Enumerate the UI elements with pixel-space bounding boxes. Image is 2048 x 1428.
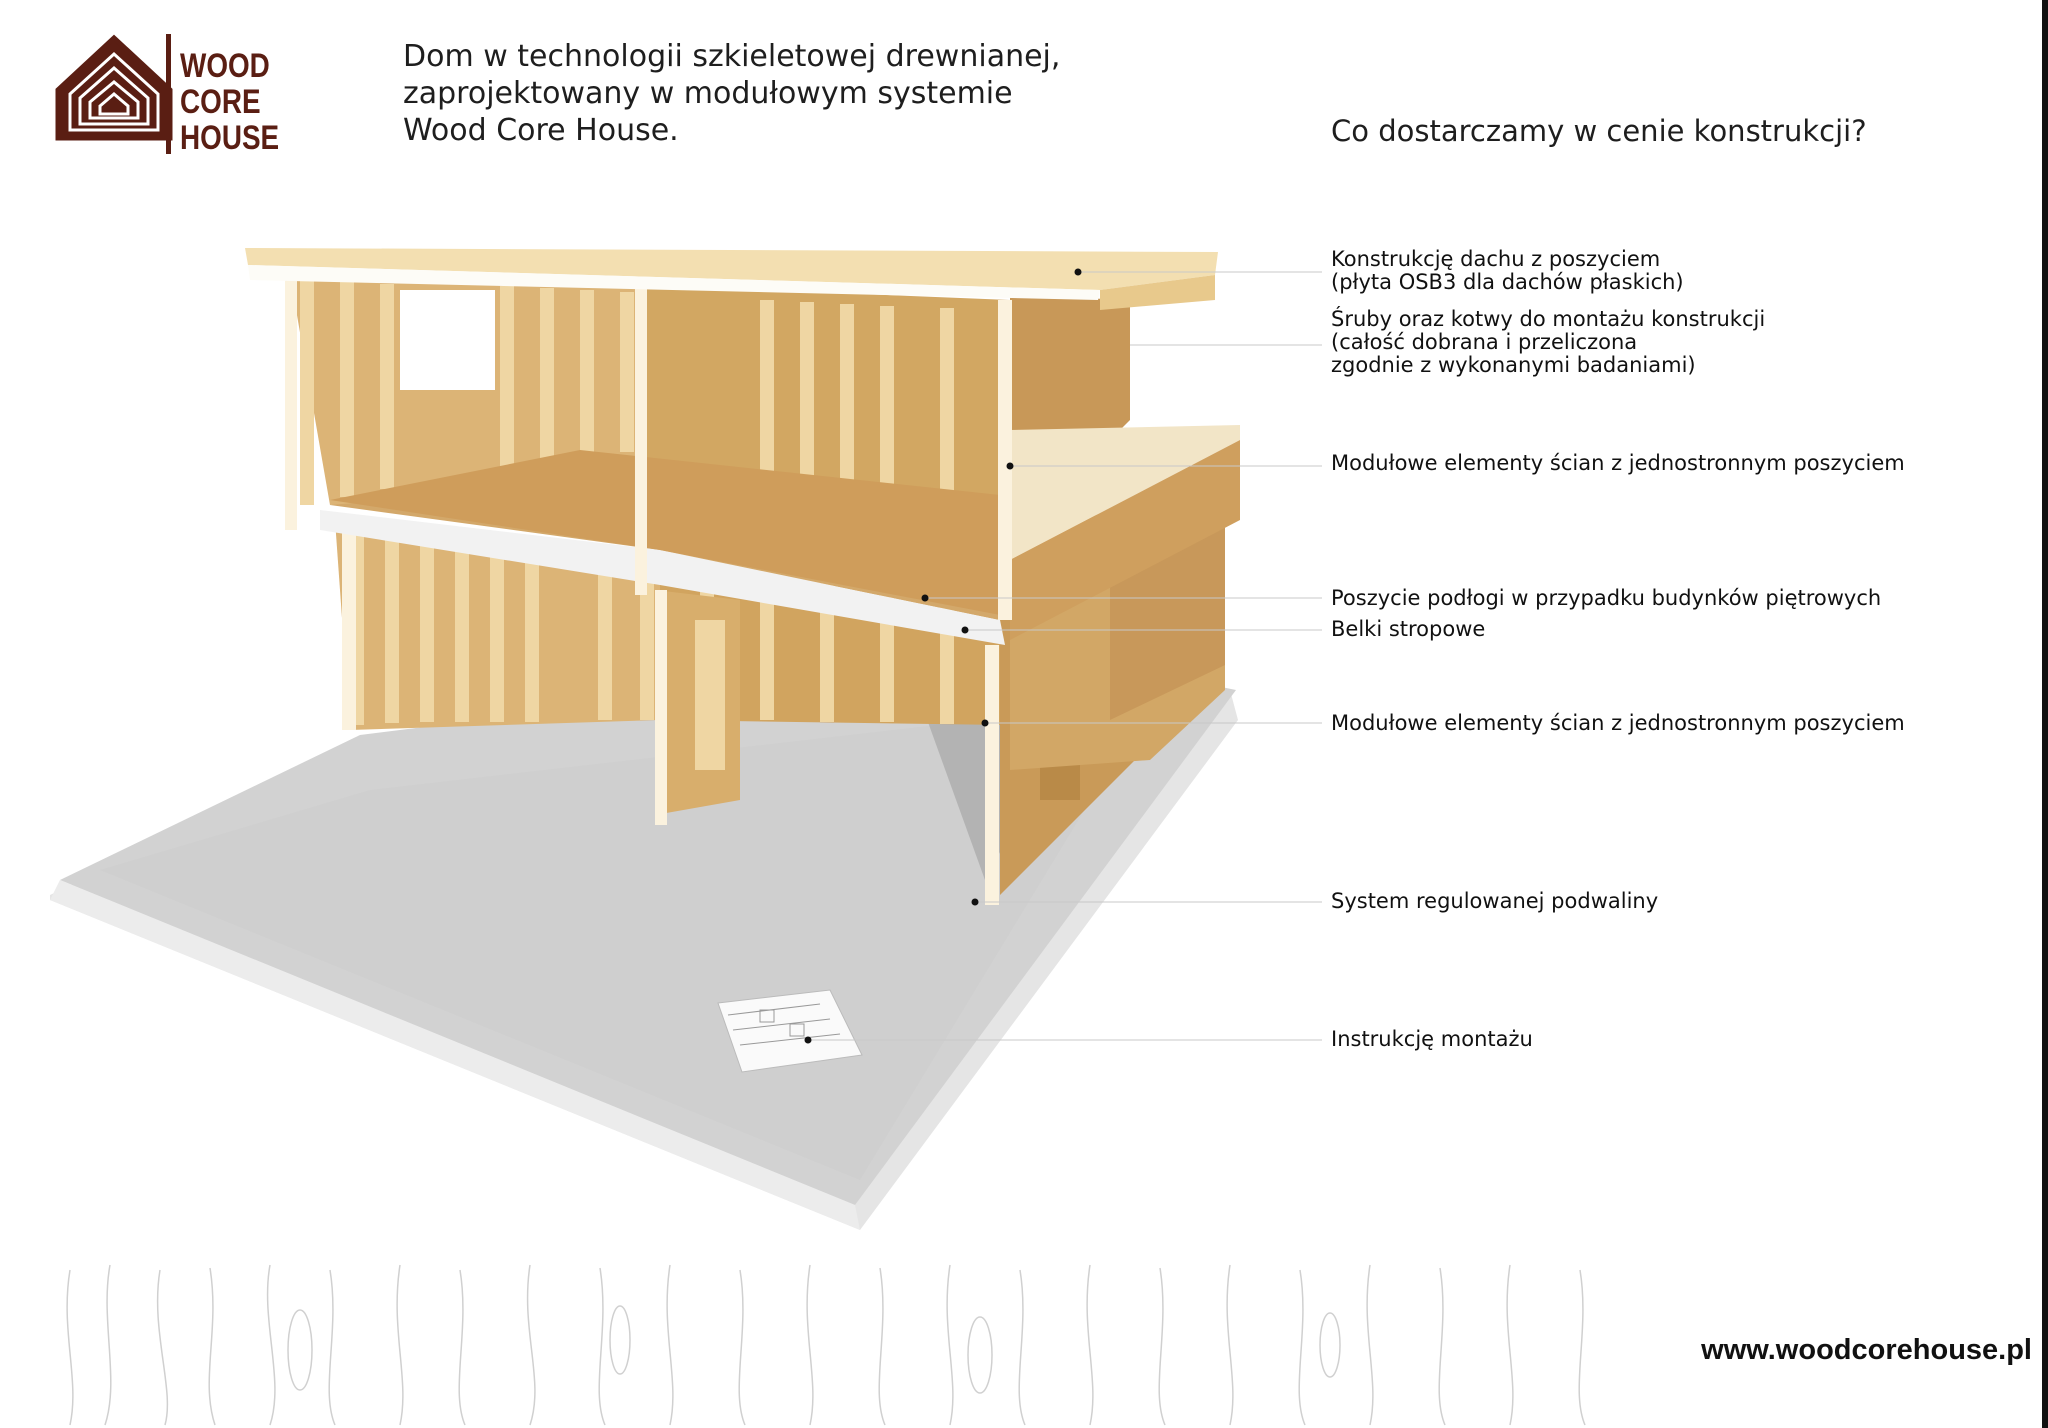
corner-post — [635, 285, 647, 595]
intro-line-2: zaprojektowany w modułowym systemie — [403, 76, 1013, 111]
website-url[interactable]: www.woodcorehouse.pl — [1701, 1334, 2032, 1366]
callout-line: Instrukcję montażu — [1331, 1027, 1533, 1051]
callout-floor-beams — [1331, 618, 1485, 641]
callout-line: Poszycie podłogi w przypadku budynków piętrowych — [1331, 586, 1882, 610]
logo-line-house: HOUSE — [180, 119, 280, 157]
callout-line: Modułowe elementy ścian z jednostronnym poszyciem — [1331, 451, 1905, 475]
callout-line: Belki stropowe — [1331, 617, 1486, 641]
callout-line: Śruby oraz kotwy do montażu konstrukcji — [1331, 307, 1766, 331]
logo-line-wood: WOOD — [180, 47, 270, 85]
intro-line-3: Wood Core House. — [403, 113, 679, 148]
corner-post — [655, 590, 667, 825]
wood-grain-decoration — [67, 1265, 1585, 1425]
callout-assembly-manual — [1331, 1028, 1533, 1051]
callout-line: System regulowanej podwaliny — [1331, 889, 1659, 913]
callout-upper-wall-modules — [1331, 452, 1905, 475]
corner-post — [998, 300, 1012, 620]
callout-line: Konstrukcję dachu z poszyciem — [1331, 247, 1661, 271]
callout-line: Modułowe elementy ścian z jednostronnym poszyciem — [1331, 711, 1905, 735]
callout-screws-anchors — [1331, 308, 1765, 377]
corner-post — [985, 645, 999, 905]
callout-ground-wall-modules — [1331, 712, 1905, 735]
corner-post — [342, 525, 356, 730]
intro-line-1: Dom w technologii szkieletowej drewnianej, — [403, 39, 1061, 74]
corner-post — [285, 275, 297, 530]
callout-line: zgodnie z wykonanymi badaniami) — [1331, 353, 1696, 377]
callout-roof-structure — [1331, 248, 1684, 294]
callout-adjustable-sill — [1331, 890, 1658, 913]
logo-line-core: CORE — [180, 83, 261, 121]
callout-floor-sheathing — [1331, 587, 1881, 610]
callout-line: (całość dobrana i przeliczona — [1331, 330, 1638, 354]
section-question: Co dostarczamy w cenie konstrukcji? — [1331, 114, 1867, 148]
callout-line: (płyta OSB3 dla dachów płaskich) — [1331, 270, 1684, 294]
